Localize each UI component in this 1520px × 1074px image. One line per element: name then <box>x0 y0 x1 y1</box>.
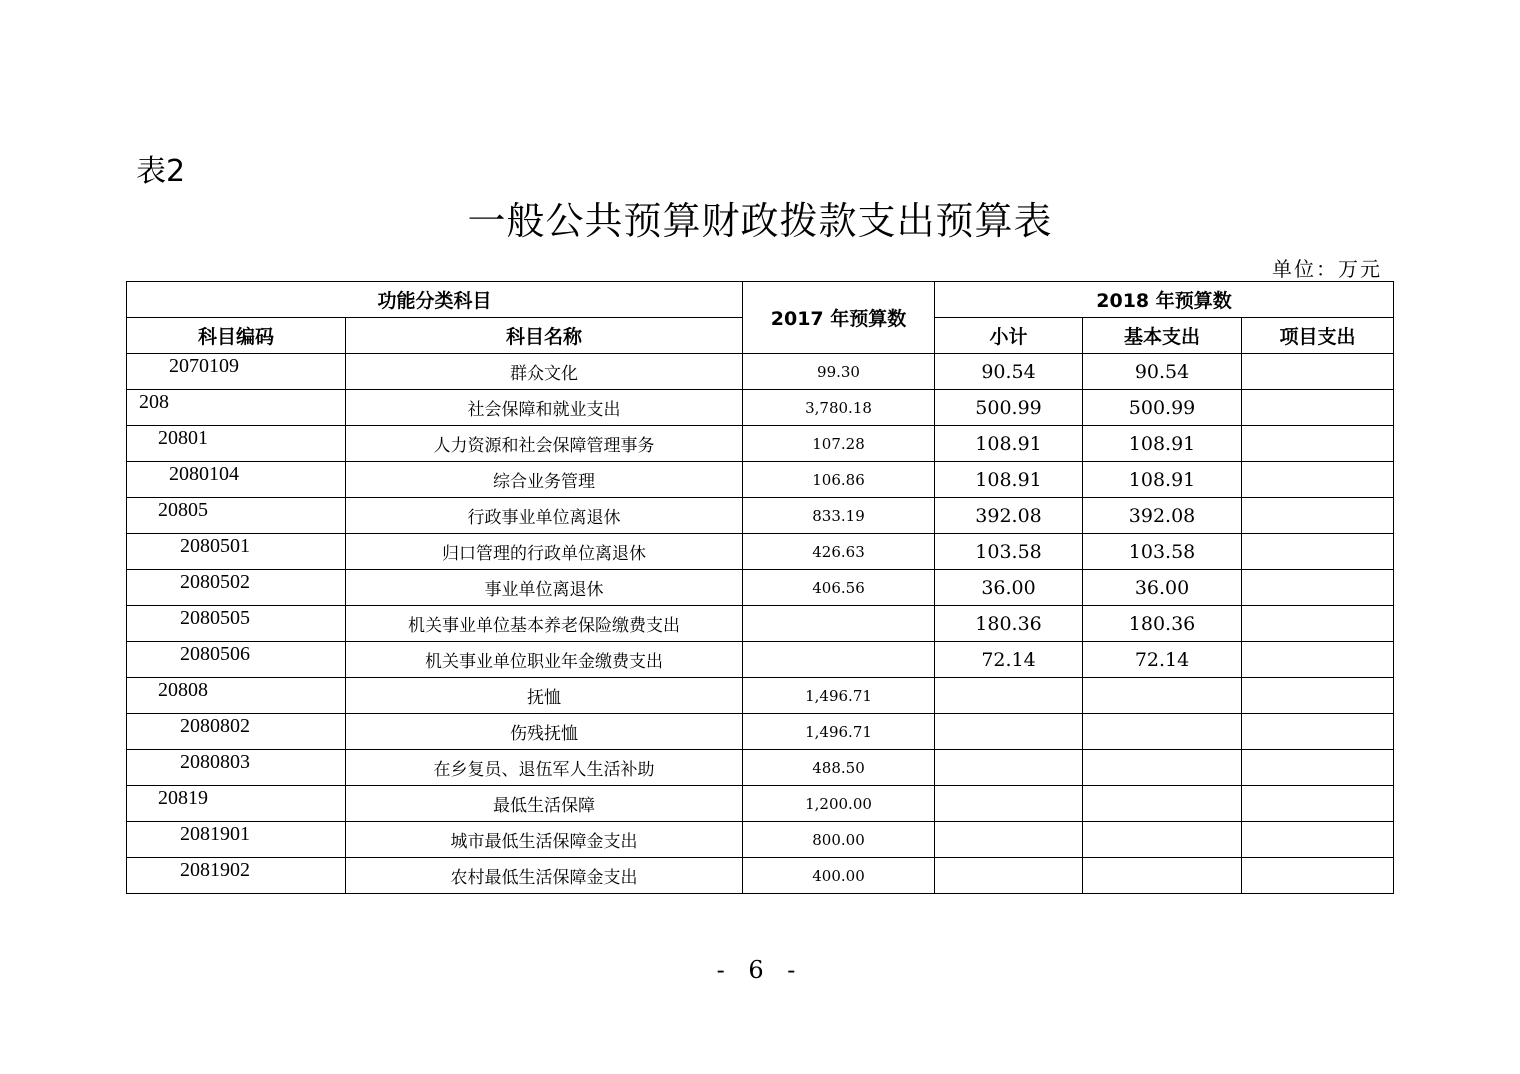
table-row <box>127 714 1394 750</box>
cell-project <box>1242 462 1394 498</box>
cell-project <box>1242 786 1394 822</box>
cell-code: 2080104 <box>127 462 346 498</box>
cell-basic: 36.00 <box>1083 570 1242 606</box>
table-row <box>127 786 1394 822</box>
header-function-group: 功能分类科目 <box>127 282 743 318</box>
cell-project <box>1242 678 1394 714</box>
cell-project <box>1242 750 1394 786</box>
cell-budget-2017: 426.63 <box>743 534 935 570</box>
cell-budget-2017: 1,496.71 <box>743 714 935 750</box>
cell-subtotal: 500.99 <box>935 390 1083 426</box>
table-row <box>127 534 1394 570</box>
cell-project <box>1242 858 1394 894</box>
cell-code: 2081902 <box>127 858 346 894</box>
page-title: 一般公共预算财政拨款支出预算表 <box>467 199 1053 243</box>
cell-subtotal: 72.14 <box>935 642 1083 678</box>
cell-project <box>1242 534 1394 570</box>
cell-subtotal: 180.36 <box>935 606 1083 642</box>
cell-name: 农村最低生活保障金支出 <box>346 858 743 894</box>
cell-code: 2080501 <box>127 534 346 570</box>
cell-budget-2017: 1,200.00 <box>743 786 935 822</box>
cell-project <box>1242 354 1394 390</box>
cell-name: 归口管理的行政单位离退休 <box>346 534 743 570</box>
cell-name: 抚恤 <box>346 678 743 714</box>
cell-project <box>1242 606 1394 642</box>
cell-basic <box>1083 714 1242 750</box>
cell-project <box>1242 642 1394 678</box>
table-row <box>127 858 1394 894</box>
cell-subtotal <box>935 858 1083 894</box>
header-name: 科目名称 <box>346 318 743 354</box>
cell-basic: 108.91 <box>1083 462 1242 498</box>
table-row <box>127 750 1394 786</box>
cell-basic: 103.58 <box>1083 534 1242 570</box>
cell-budget-2017: 833.19 <box>743 498 935 534</box>
table-row <box>127 354 1394 390</box>
cell-subtotal: 103.58 <box>935 534 1083 570</box>
cell-name: 在乡复员、退伍军人生活补助 <box>346 750 743 786</box>
cell-subtotal <box>935 714 1083 750</box>
cell-basic: 108.91 <box>1083 426 1242 462</box>
header-project: 项目支出 <box>1242 318 1394 354</box>
cell-basic <box>1083 786 1242 822</box>
cell-code: 2080505 <box>127 606 346 642</box>
cell-subtotal: 392.08 <box>935 498 1083 534</box>
cell-budget-2017: 99.30 <box>743 354 935 390</box>
header-subtotal: 小计 <box>935 318 1083 354</box>
table-row <box>127 822 1394 858</box>
cell-code: 20808 <box>127 678 346 714</box>
cell-name: 行政事业单位离退休 <box>346 498 743 534</box>
cell-code: 2080803 <box>127 750 346 786</box>
header-budget-2018: 2018 年预算数 <box>935 282 1394 318</box>
table-row <box>127 498 1394 534</box>
header-code: 科目编码 <box>127 318 346 354</box>
cell-budget-2017: 488.50 <box>743 750 935 786</box>
header-row-1 <box>127 282 1394 318</box>
cell-budget-2017: 800.00 <box>743 822 935 858</box>
budget-table <box>126 281 1394 894</box>
cell-name: 城市最低生活保障金支出 <box>346 822 743 858</box>
cell-code: 2080502 <box>127 570 346 606</box>
cell-code: 20819 <box>127 786 346 822</box>
table-row <box>127 462 1394 498</box>
cell-basic: 180.36 <box>1083 606 1242 642</box>
table-row <box>127 678 1394 714</box>
cell-budget-2017 <box>743 642 935 678</box>
cell-budget-2017 <box>743 606 935 642</box>
table-row <box>127 606 1394 642</box>
cell-basic: 90.54 <box>1083 354 1242 390</box>
cell-code: 20801 <box>127 426 346 462</box>
cell-name: 群众文化 <box>346 354 743 390</box>
cell-basic <box>1083 858 1242 894</box>
cell-subtotal: 108.91 <box>935 462 1083 498</box>
cell-subtotal: 36.00 <box>935 570 1083 606</box>
table-row <box>127 642 1394 678</box>
cell-name: 机关事业单位职业年金缴费支出 <box>346 642 743 678</box>
cell-code: 208 <box>127 390 346 426</box>
cell-basic <box>1083 822 1242 858</box>
cell-subtotal <box>935 786 1083 822</box>
table-row <box>127 426 1394 462</box>
page-number: - 6 - <box>716 956 804 984</box>
table-number-label: 表2 <box>136 154 186 189</box>
cell-basic <box>1083 678 1242 714</box>
table-row <box>127 570 1394 606</box>
cell-project <box>1242 390 1394 426</box>
cell-name: 综合业务管理 <box>346 462 743 498</box>
cell-budget-2017: 400.00 <box>743 858 935 894</box>
cell-budget-2017: 107.28 <box>743 426 935 462</box>
cell-budget-2017: 1,496.71 <box>743 678 935 714</box>
table-row <box>127 390 1394 426</box>
cell-code: 2080506 <box>127 642 346 678</box>
cell-subtotal <box>935 750 1083 786</box>
cell-name: 人力资源和社会保障管理事务 <box>346 426 743 462</box>
cell-subtotal <box>935 678 1083 714</box>
cell-subtotal <box>935 822 1083 858</box>
cell-subtotal: 108.91 <box>935 426 1083 462</box>
cell-budget-2017: 406.56 <box>743 570 935 606</box>
cell-code: 20805 <box>127 498 346 534</box>
cell-basic: 392.08 <box>1083 498 1242 534</box>
cell-project <box>1242 426 1394 462</box>
cell-code: 2080802 <box>127 714 346 750</box>
header-budget-2017: 2017 年预算数 <box>743 282 935 354</box>
cell-project <box>1242 714 1394 750</box>
cell-project <box>1242 498 1394 534</box>
cell-project <box>1242 570 1394 606</box>
cell-subtotal: 90.54 <box>935 354 1083 390</box>
header-basic: 基本支出 <box>1083 318 1242 354</box>
unit-label: 单位：万元 <box>1272 257 1382 281</box>
cell-code: 2070109 <box>127 354 346 390</box>
cell-name: 社会保障和就业支出 <box>346 390 743 426</box>
cell-budget-2017: 3,780.18 <box>743 390 935 426</box>
cell-name: 最低生活保障 <box>346 786 743 822</box>
cell-basic <box>1083 750 1242 786</box>
cell-basic: 500.99 <box>1083 390 1242 426</box>
cell-name: 伤残抚恤 <box>346 714 743 750</box>
cell-budget-2017: 106.86 <box>743 462 935 498</box>
cell-name: 机关事业单位基本养老保险缴费支出 <box>346 606 743 642</box>
cell-code: 2081901 <box>127 822 346 858</box>
cell-project <box>1242 822 1394 858</box>
cell-name: 事业单位离退休 <box>346 570 743 606</box>
cell-basic: 72.14 <box>1083 642 1242 678</box>
